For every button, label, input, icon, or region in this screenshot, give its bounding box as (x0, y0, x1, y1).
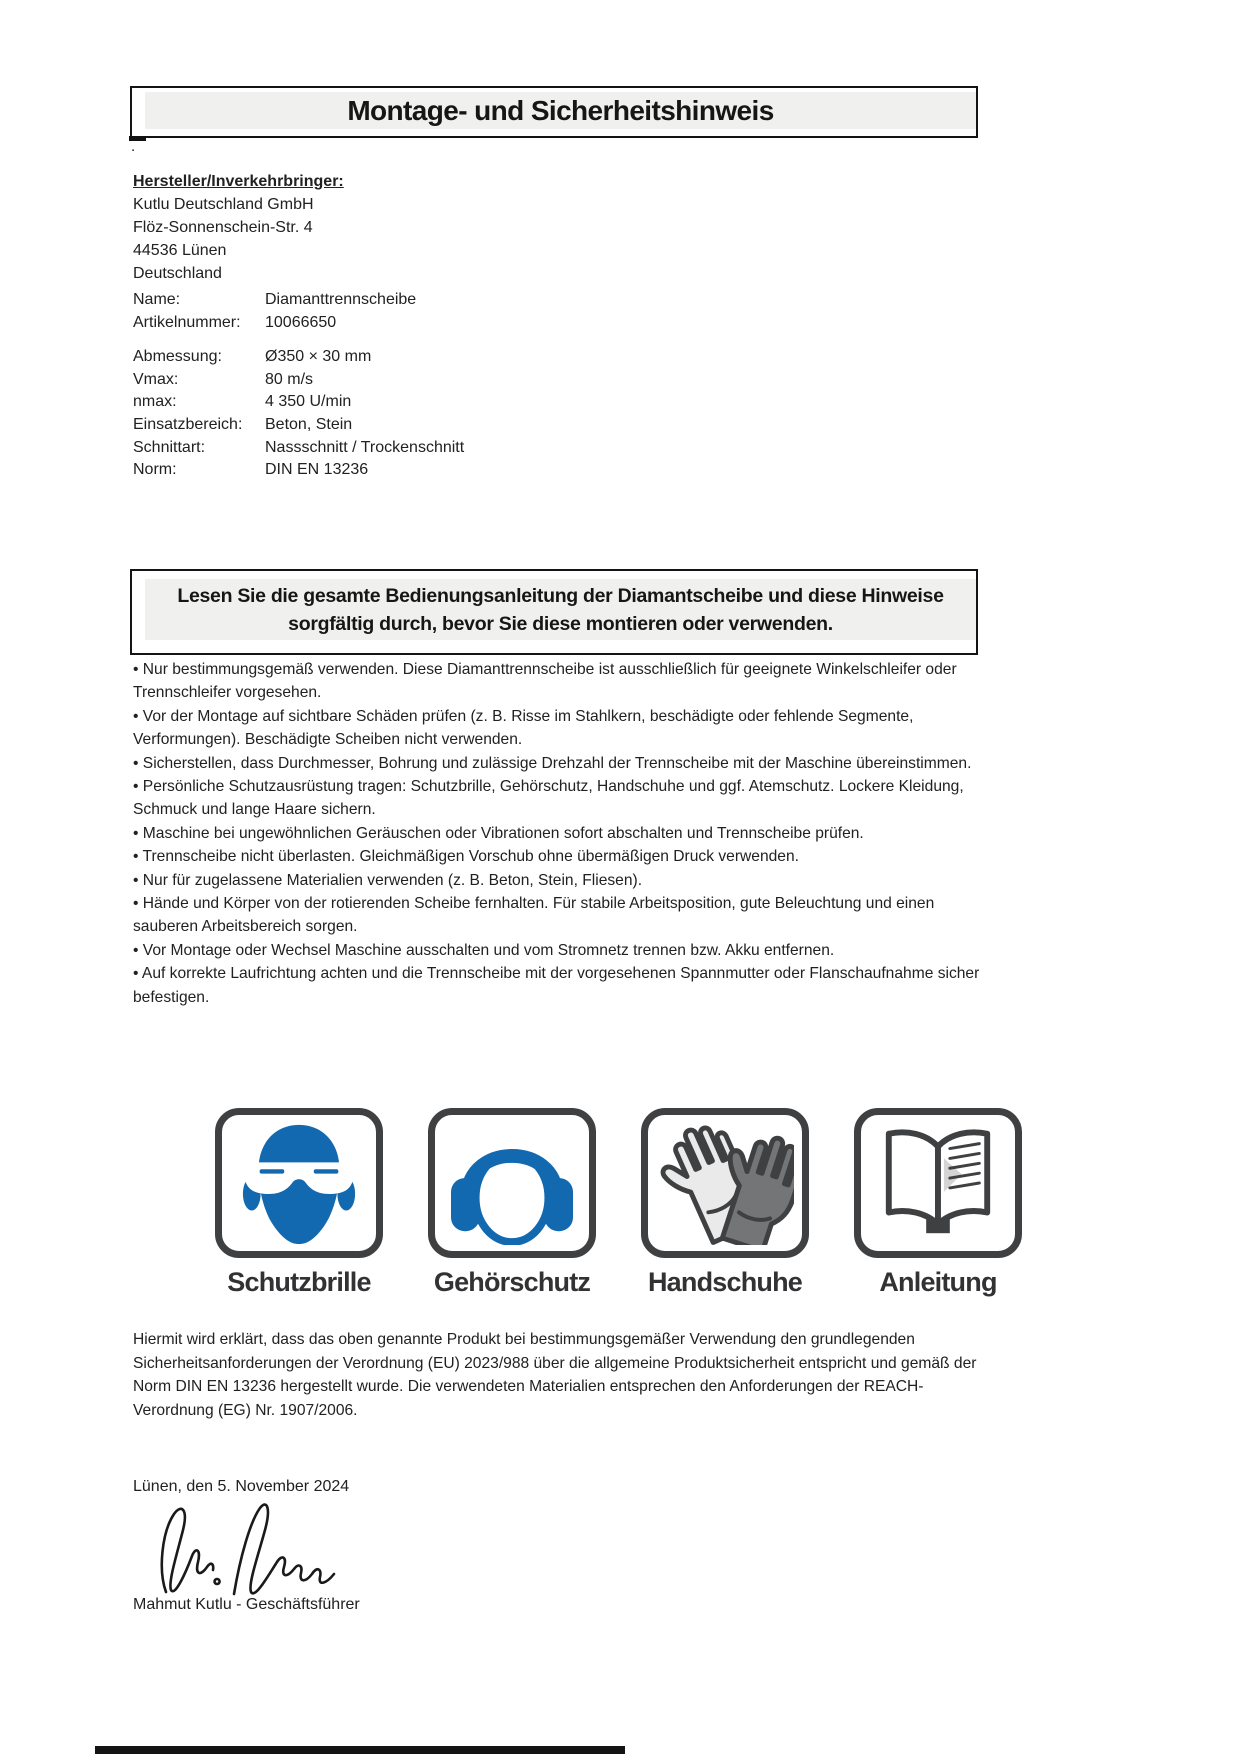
spec-value: DIN EN 13236 (265, 461, 369, 479)
spec-value: Beton, Stein (265, 415, 353, 433)
spec-value: Diamanttrennscheibe (265, 291, 417, 308)
spec-label: Norm: (133, 461, 177, 479)
pictogram-label: Schutzbrille (227, 1267, 371, 1297)
safety-note-item: • Persönliche Schutzausrüstung tragen: Schutzbrille, Gehörschutz, Handschuhe und ggf. Atemschutz. Lockere Kleidung, Schmuck und lange Haare sichern. (133, 778, 964, 819)
spec-value: 4 350 U/min (265, 393, 352, 411)
warning-text: Lesen Sie die gesamte Bedienungsanleitung der Diamantscheibe und diese Hinweise sorgfältig durch, bevor Sie diese montieren oder verwenden. (177, 584, 944, 635)
spec-row (133, 437, 464, 460)
instruction-manual-icon (869, 1121, 1007, 1245)
spec-label: Einsatzbereich: (133, 415, 243, 433)
pictogram-label: Anleitung (879, 1267, 997, 1297)
pictogram-protective-gloves (641, 1108, 809, 1298)
conformity-declaration: Hiermit wird erklärt, dass das oben genannte Produkt bei bestimmungsgemäßer Verwendung den grundlegenden Sicherheitsanforderungen der Verordnung (EU) 2023/988 über die allgemeine Produktsicherheit entspricht und gemäß der Norm DIN EN 13236 hergestellt wurde. Die verwendeten Materialien entsprechen den Anforderungen der REACH-Verordnung (EG) Nr. 1907/2006. (133, 1331, 977, 1419)
safety-note-item: • Maschine bei ungewöhnlichen Geräuschen oder Vibrationen sofort abschalten und Trennscheibe prüfen. (133, 824, 864, 842)
pictogram-label: Handschuhe (647, 1267, 803, 1297)
product-specs (133, 289, 464, 482)
safety-note-item: • Vor Montage oder Wechsel Maschine ausschalten und vom Stromnetz trennen bzw. Akku entfernen. (133, 941, 835, 959)
spec-value: 80 m/s (265, 370, 314, 388)
signatory-name: Mahmut Kutlu - Geschäftsführer (133, 1596, 360, 1613)
pictogram-instruction-manual (854, 1108, 1022, 1298)
spec-row (133, 414, 464, 437)
manufacturer-street: Flöz-Sonnenschein-Str. 4 (133, 219, 313, 236)
pictogram-card (215, 1108, 383, 1258)
handwritten-signature (138, 1492, 348, 1604)
title-box (130, 86, 978, 138)
spec-label: Name: (133, 291, 181, 308)
spec-label: nmax: (133, 393, 177, 411)
manufacturer-company: Kutlu Deutschland GmbH (133, 196, 314, 213)
pictogram-label: Gehörschutz (433, 1267, 591, 1297)
protective-gloves-icon (656, 1121, 794, 1245)
safety-note-item: • Sicherstellen, dass Durchmesser, Bohrung und zulässige Drehzahl der Trennscheibe mit der Maschine übereinstimmen. (133, 754, 972, 772)
warning-band (145, 579, 976, 640)
scan-artifact-bar (95, 1746, 625, 1754)
page-title: Montage- und Sicherheitshinweis (347, 94, 774, 126)
title-band (145, 92, 976, 129)
manufacturer-block (133, 170, 344, 285)
safety-note-item: • Hände und Körper von der rotierenden Scheibe fernhalten. Für stabile Arbeitsposition, gute Beleuchtung und einen sauberen Arbeitsbereich sorgen. (133, 895, 935, 936)
pictogram-card (854, 1108, 1022, 1258)
pictogram-safety-goggles (215, 1108, 383, 1298)
manufacturer-heading: Hersteller/Inverkehrbringer: (133, 173, 344, 190)
spec-row (133, 391, 464, 414)
spec-label: Abmessung: (133, 348, 222, 366)
pictogram-card (641, 1108, 809, 1258)
safety-note-item: • Nur bestimmungsgemäß verwenden. Diese Diamanttrennscheibe ist ausschließlich für geeignete Winkelschleifer oder Trennschleifer vorgesehen. (133, 661, 957, 702)
manufacturer-country: Deutschland (133, 265, 222, 282)
safety-note-item: • Auf korrekte Laufrichtung achten und die Trennscheibe mit der vorgesehenen Spannmutter oder Flanschaufnahme sicher befestigen. (133, 965, 980, 1006)
spec-label: Vmax: (133, 370, 179, 388)
spec-row (133, 289, 464, 312)
pictogram-ear-protection (428, 1108, 596, 1298)
spec-value: 10066650 (265, 313, 337, 331)
spec-label: Schnittart: (133, 438, 206, 456)
safety-note-item: • Nur für zugelassene Materialien verwenden (z. B. Beton, Stein, Fliesen). (133, 871, 643, 889)
spec-row (133, 312, 464, 335)
place-and-date: Lünen, den 5. November 2024 (133, 1478, 350, 1495)
spec-row (133, 369, 464, 392)
stray-dot-mark: . (131, 138, 136, 155)
spec-row (133, 459, 464, 482)
warning-box (130, 569, 978, 655)
spec-value: Nassschnitt / Trockenschnitt (265, 438, 465, 456)
spec-group-gap (133, 334, 464, 346)
spec-label: Artikelnummer: (133, 313, 241, 331)
manufacturer-city: 44536 Lünen (133, 242, 227, 259)
pictogram-card (428, 1108, 596, 1258)
spec-row (133, 346, 464, 369)
pictogram-row (215, 1108, 1022, 1298)
safety-goggles-icon (230, 1121, 368, 1245)
safety-note-item: • Trennscheibe nicht überlasten. Gleichmäßigen Vorschub ohne übermäßigen Druck verwenden. (133, 848, 799, 866)
spec-value: Ø350 × 30 mm (265, 348, 372, 366)
safety-notes-list (133, 658, 983, 1009)
safety-note-item: • Vor der Montage auf sichtbare Schäden prüfen (z. B. Risse im Stahlkern, beschädigte oder fehlende Segmente, Verformungen). Beschädigte Scheiben nicht verwenden. (133, 707, 914, 749)
ear-protection-icon (443, 1121, 581, 1245)
